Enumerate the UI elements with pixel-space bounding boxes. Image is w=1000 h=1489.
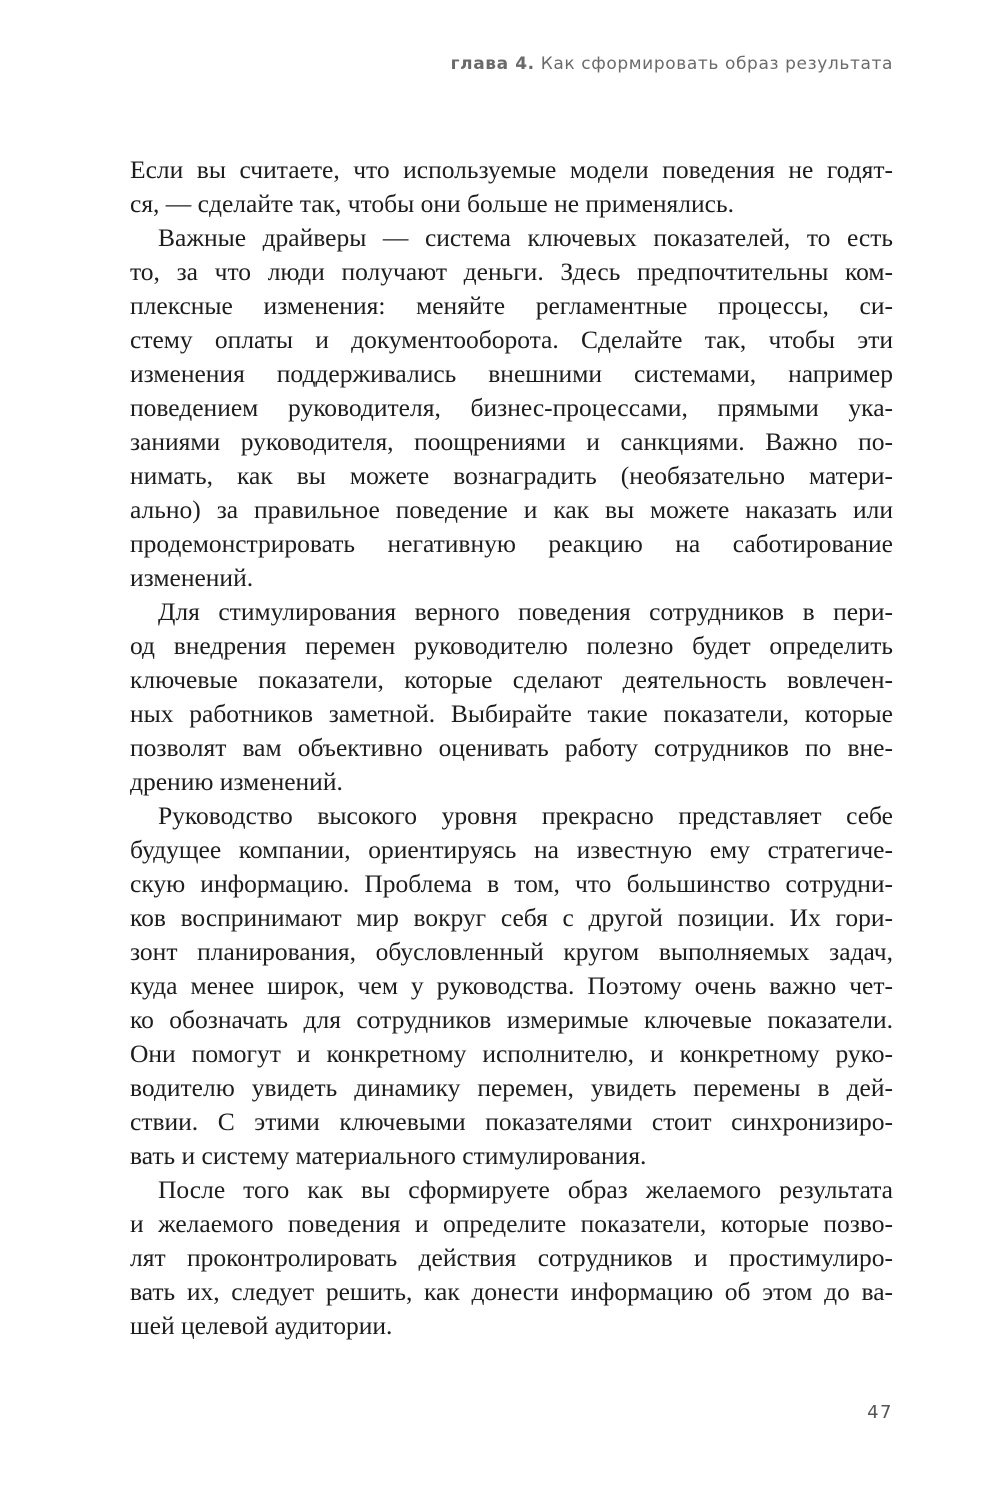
chapter-label: глава 4.: [450, 54, 535, 74]
text-line: вать и систему материального стимулирования.: [130, 1141, 647, 1170]
text-line: вать их, следует решить, как донести информацию об этом до ва-: [130, 1277, 893, 1306]
body-text: [130, 153, 893, 1343]
text-line: После того как вы сформируете образ желаемого результата: [158, 1175, 893, 1204]
text-line: дрению изменений.: [130, 767, 343, 796]
text-line: будущее компании, ориентируясь на известную ему стратегиче-: [130, 835, 893, 864]
text-line: скую информацию. Проблема в том, что большинство сотрудни-: [130, 869, 893, 898]
text-line: ков воспринимают мир вокруг себя с другой позиции. Их гори-: [130, 903, 893, 932]
text-line: од внедрения перемен руководителю полезно будет определить: [130, 631, 893, 660]
text-line: ных работников заметной. Выбирайте такие показатели, которые: [130, 699, 893, 728]
text-line: ко обозначать для сотрудников измеримые ключевые показатели.: [130, 1005, 893, 1034]
page-number: 47: [867, 1402, 893, 1423]
text-line: Важные драйверы — система ключевых показателей, то есть: [158, 223, 893, 252]
text-line: то, за что люди получают деньги. Здесь предпочтительны ком-: [130, 257, 893, 286]
text-line: зонт планирования, обусловленный кругом выполняемых задач,: [130, 937, 893, 966]
text-line: Руководство высокого уровня прекрасно представляет себе: [158, 801, 893, 830]
text-line: куда менее широк, чем у руководства. Поэтому очень важно чет-: [130, 971, 893, 1000]
text-line: шей целевой аудитории.: [130, 1311, 393, 1340]
text-line: Они помогут и конкретному исполнителю, и конкретному руко-: [130, 1039, 893, 1068]
text-line: продемонстрировать негативную реакцию на саботирование: [130, 529, 893, 558]
running-head: [451, 54, 893, 74]
text-line: водителю увидеть динамику перемен, увидеть перемены в дей-: [130, 1073, 893, 1102]
text-line: поведением руководителя, бизнес-процессами, прямыми ука-: [130, 393, 893, 422]
text-line: ключевые показатели, которые сделают деятельность вовлечен-: [130, 665, 893, 694]
text-line: Если вы считаете, что используемые модели поведения не годят-: [130, 155, 893, 184]
text-line: ально) за правильное поведение и как вы можете наказать или: [130, 495, 893, 524]
text-line: изменений.: [130, 563, 254, 592]
text-line: изменения поддерживались внешними системами, например: [130, 359, 893, 388]
text-line: ствии. С этими ключевыми показателями стоит синхронизиро-: [130, 1107, 893, 1136]
text-line: ся, — сделайте так, чтобы они больше не применялись.: [130, 189, 734, 218]
text-line: и желаемого поведения и определите показатели, которые позво-: [130, 1209, 893, 1238]
text-line: стему оплаты и документооборота. Сделайте так, чтобы эти: [130, 325, 893, 354]
text-line: лят проконтролировать действия сотрудников и простимулиро-: [130, 1243, 893, 1272]
text-line: позволят вам объективно оценивать работу сотрудников по вне-: [130, 733, 893, 762]
text-line: заниями руководителя, поощрениями и санкциями. Важно по-: [130, 427, 893, 456]
text-line: Для стимулирования верного поведения сотрудников в пери-: [158, 597, 893, 626]
text-line: плексные изменения: меняйте регламентные процессы, си-: [130, 291, 893, 320]
text-line: нимать, как вы можете вознаградить (необязательно матери-: [130, 461, 893, 490]
chapter-title: Как сформировать образ результата: [540, 54, 893, 74]
